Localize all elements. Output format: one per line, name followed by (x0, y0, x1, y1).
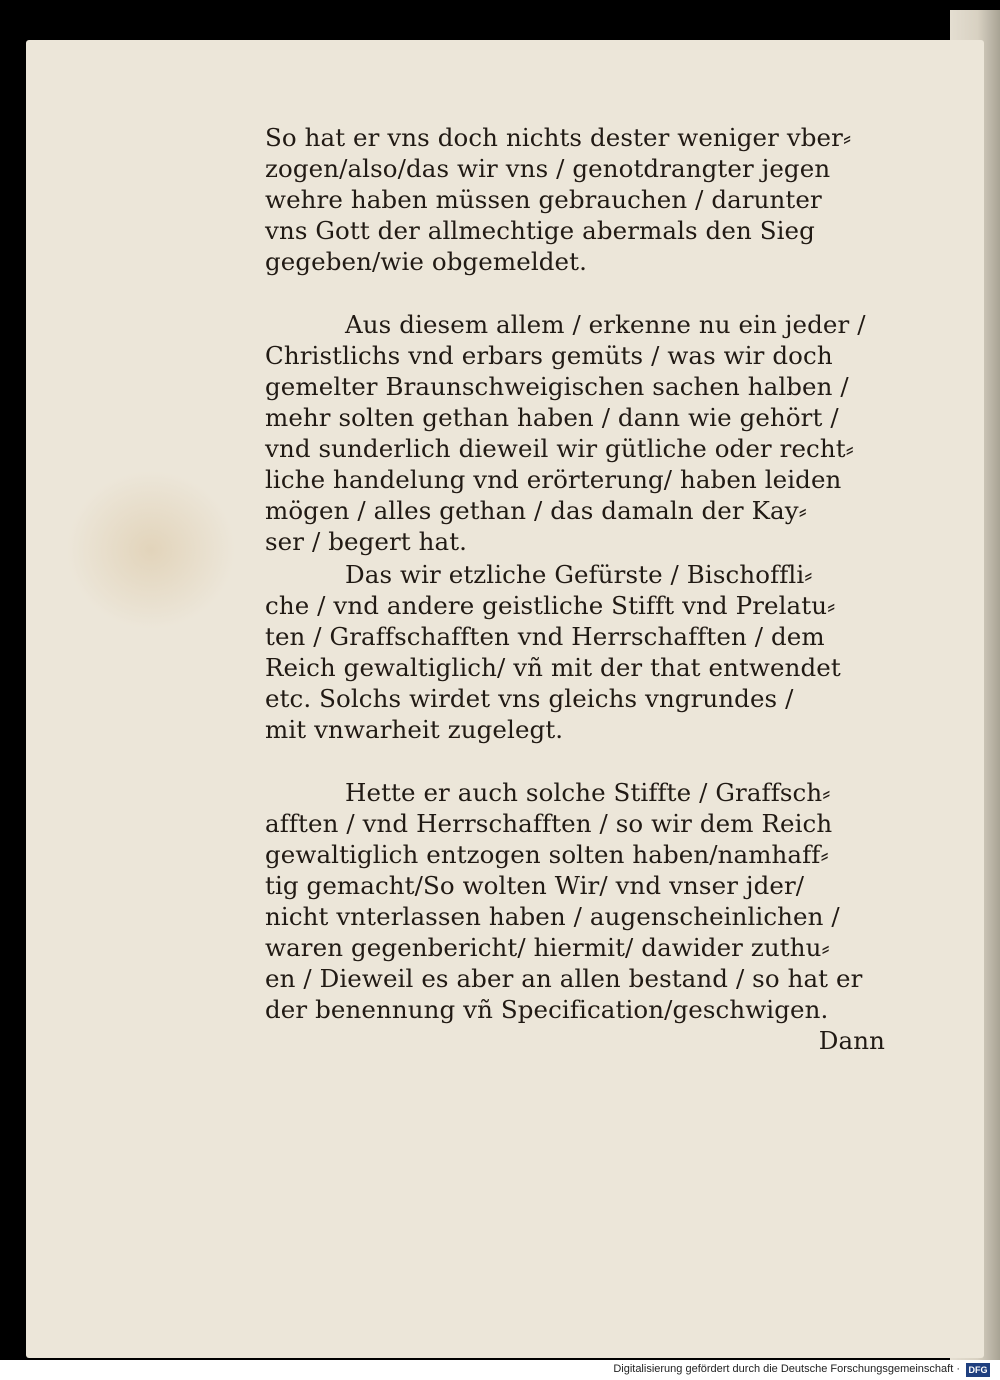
text-line: mögen / alles gethan / das damaln der Kay⸗ (265, 496, 807, 525)
page-text (265, 122, 905, 1056)
text-line: der benennung vñ Specification/geschwigen. (265, 995, 829, 1024)
text-line: gewaltiglich entzogen solten haben/namhaff⸗ (265, 840, 829, 869)
text-line: zogen/also/das wir vns / genotdrangter jegen (265, 154, 831, 183)
text-line: afften / vnd Herrschafften / so wir dem Reich (265, 809, 833, 838)
text-line: Das wir etzliche Gefürste / Bischoffli⸗ (345, 560, 813, 589)
text-line: etc. Solchs wirdet vns gleichs vngrundes / (265, 684, 794, 713)
catchword: Dann (818, 1026, 885, 1055)
text-line: Hette er auch solche Stiffte / Graffsch⸗ (345, 778, 831, 807)
text-line: Aus diesem allem / erkenne nu ein jeder / (345, 310, 866, 339)
text-line: ser / begert hat. (265, 527, 468, 556)
text-line: gegeben/wie obgemeldet. (265, 247, 587, 276)
text-line: Christlichs vnd erbars gemüts / was wir doch (265, 341, 833, 370)
text-line: vnd sunderlich dieweil wir gütliche oder recht⸗ (265, 434, 854, 463)
text-line: nicht vnterlassen haben / augenscheinlichen / (265, 902, 840, 931)
text-line: gemelter Braunschweigischen sachen halben / (265, 372, 849, 401)
text-line: So hat er vns doch nichts dester weniger vber⸗ (265, 123, 852, 152)
text-line: en / Dieweil es aber an allen bestand / so hat er (265, 964, 863, 993)
dfg-logo-icon: DFG (966, 1363, 990, 1377)
text-line: liche handelung vnd erörterung/ haben leiden (265, 465, 842, 494)
text-line: mit vnwarheit zugelegt. (265, 715, 564, 744)
text-line: waren gegenbericht/ hiermit/ dawider zuthu⸗ (265, 933, 830, 962)
footer-bar (0, 1360, 1000, 1380)
text-line: mehr solten gethan haben / dann wie gehört / (265, 403, 839, 432)
funding-credit: Digitalisierung gefördert durch die Deutsche Forschungsgemeinschaft · (613, 1363, 960, 1375)
paper-stain (66, 470, 236, 630)
text-line: ten / Graffschafften vnd Herrschafften / dem (265, 622, 825, 651)
text-line: Reich gewaltiglich/ vñ mit der that entwendet (265, 653, 841, 682)
text-line: wehre haben müssen gebrauchen / darunter (265, 185, 822, 214)
text-line: vns Gott der allmechtige abermals den Sieg (265, 216, 815, 245)
text-line: che / vnd andere geistliche Stifft vnd Prelatu⸗ (265, 591, 836, 620)
text-line: tig gemacht/So wolten Wir/ vnd vnser jder/ (265, 871, 805, 900)
